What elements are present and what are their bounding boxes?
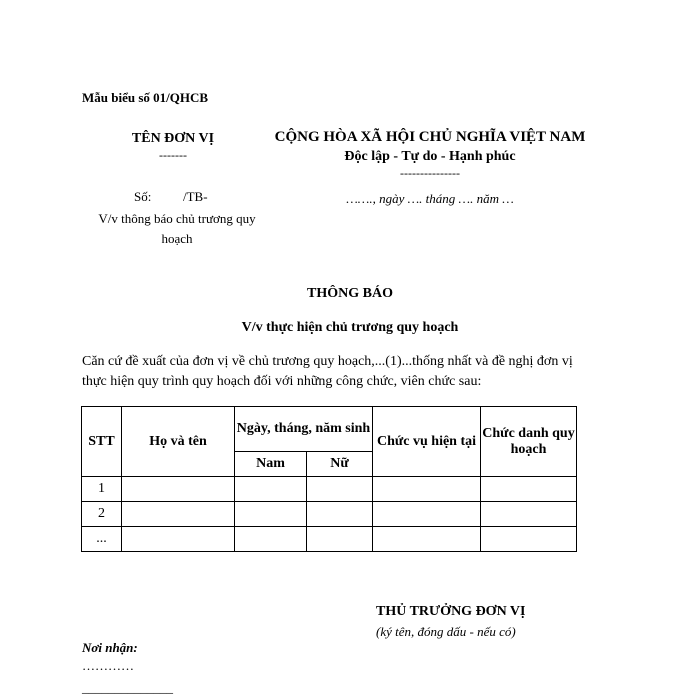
signer-note: (ký tên, đóng dấu - nếu có): [376, 624, 516, 639]
cell-current-position: [373, 527, 481, 552]
staff-table: [81, 406, 577, 552]
header-date-of-birth: Ngày, tháng, năm sinh: [235, 407, 373, 452]
document-number-suffix: /TB-: [183, 189, 208, 204]
table-row: [82, 502, 577, 527]
header-planned-title: Chức danh quy hoạch: [481, 407, 577, 477]
header-stt: STT: [82, 407, 122, 477]
national-motto: Độc lập - Tự do - Hạnh phúc: [344, 149, 516, 164]
notice-title: THÔNG BÁO: [307, 286, 393, 301]
cell-current-position: [373, 477, 481, 502]
date-line: ……., ngày …. tháng …. năm …: [346, 191, 514, 206]
cell-name: [122, 502, 235, 527]
cell-current-position: [373, 502, 481, 527]
cell-female: [307, 502, 373, 527]
header-name: Họ và tên: [122, 407, 235, 477]
document-subject: V/v thông báo chủ trương quy hoạch: [98, 211, 256, 246]
notice-subject: V/v thực hiện chủ trương quy hoạch: [241, 320, 459, 335]
header-current-position: Chức vụ hiện tại: [373, 407, 481, 477]
header-female: Nữ: [307, 452, 373, 477]
organization-name: TÊN ĐƠN VỊ: [131, 131, 215, 146]
cell-male: [235, 477, 307, 502]
country-name: CỘNG HÒA XÃ HỘI CHỦ NGHĨA VIỆT NAM: [274, 129, 586, 145]
document-number-label: Số:: [134, 189, 152, 204]
cell-female: [307, 527, 373, 552]
form-code: Mẫu biểu số 01/QHCB: [82, 90, 209, 105]
table-row: [82, 527, 577, 552]
organization-rule: -------: [159, 148, 187, 162]
header-male: Nam: [235, 452, 307, 477]
recipients-label: Nơi nhận:: [82, 640, 138, 655]
row-stt: ...: [82, 527, 122, 552]
cell-male: [235, 527, 307, 552]
cell-female: [307, 477, 373, 502]
cell-name: [122, 527, 235, 552]
footer-rule: ______________: [82, 680, 173, 695]
motto-rule: ---------------: [400, 166, 460, 180]
row-stt: 2: [82, 502, 122, 527]
row-stt: 1: [82, 477, 122, 502]
cell-planned-title: [481, 477, 577, 502]
cell-planned-title: [481, 527, 577, 552]
cell-name: [122, 477, 235, 502]
signer-title: THỦ TRƯỞNG ĐƠN VỊ: [376, 604, 526, 619]
cell-planned-title: [481, 502, 577, 527]
table-row: [82, 477, 577, 502]
recipients-list: …………: [82, 658, 134, 673]
cell-male: [235, 502, 307, 527]
notice-body: Căn cứ đề xuất của đơn vị về chủ trương quy hoạch,...(1)...thống nhất và đề nghị đơn vị thực hiện quy trình quy hoạch đối với những công chức, viên chức sau:: [82, 354, 573, 389]
